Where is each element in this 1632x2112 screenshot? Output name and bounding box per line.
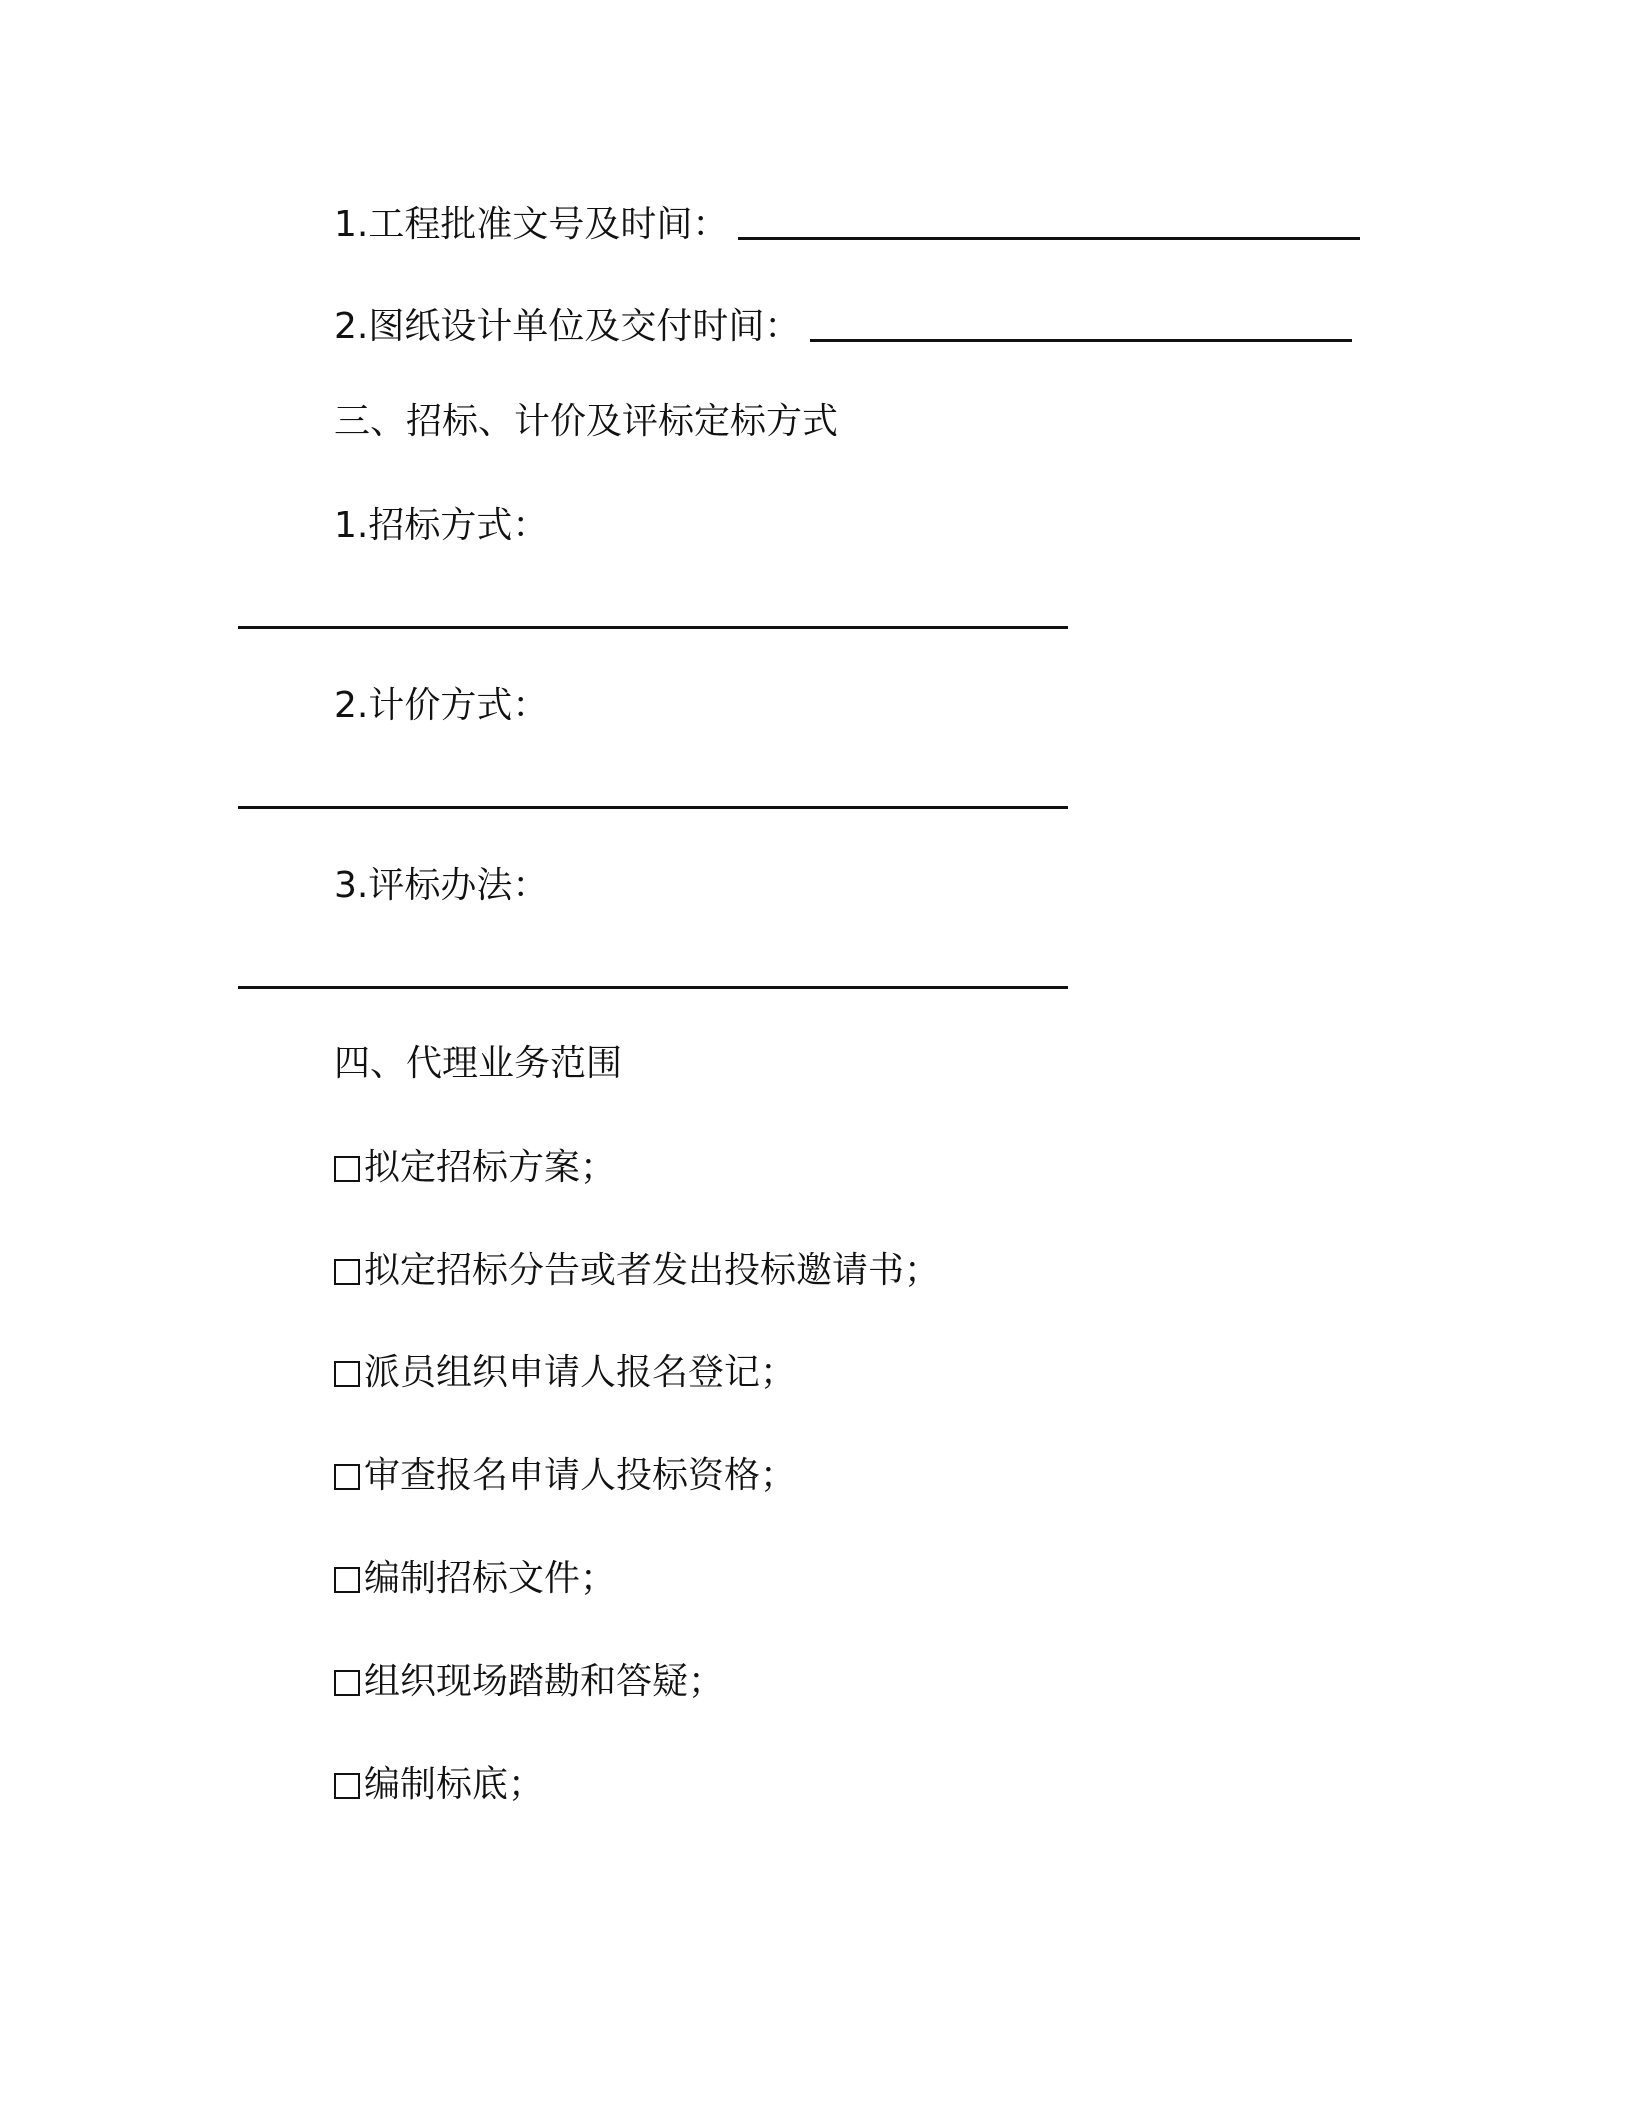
evaluation-method-blank[interactable] <box>238 986 1068 989</box>
checklist-item <box>334 1349 796 1397</box>
checkbox[interactable] <box>334 1567 360 1593</box>
evaluation-method-label: 3.评标办法： <box>334 865 549 906</box>
checklist-item <box>334 1555 616 1603</box>
pricing-method-label: 2.计价方式： <box>334 685 549 726</box>
pricing-method-blank[interactable] <box>238 806 1068 809</box>
checkbox[interactable] <box>334 1464 360 1490</box>
checkbox[interactable] <box>334 1670 360 1696</box>
checklist-item <box>334 1658 724 1706</box>
checklist-item <box>334 1452 796 1500</box>
approval-number-label: 1.工程批准文号及时间： <box>334 204 729 245</box>
checkbox[interactable] <box>334 1361 360 1387</box>
bidding-method-blank[interactable] <box>238 626 1068 629</box>
section-3-heading: 三、招标、计价及评标定标方式 <box>334 401 839 442</box>
checklist-item <box>334 1247 940 1295</box>
checkbox[interactable] <box>334 1156 360 1182</box>
checkbox[interactable] <box>334 1773 360 1799</box>
checkbox[interactable] <box>334 1259 360 1285</box>
approval-number-blank[interactable] <box>738 237 1360 240</box>
checklist-item-label: 组织现场踏勘和答疑； <box>364 1661 725 1702</box>
checklist-item <box>334 1144 616 1192</box>
checklist-item-label: 拟定招标方案； <box>364 1147 617 1188</box>
checklist-item-label: 审查报名申请人投标资格； <box>364 1455 797 1496</box>
checklist-item-label: 编制标底； <box>364 1764 545 1805</box>
checklist-item-label: 编制招标文件； <box>364 1558 617 1599</box>
drawing-design-label: 2.图纸设计单位及交付时间： <box>334 306 801 347</box>
drawing-design-blank[interactable] <box>810 339 1352 342</box>
bidding-method-label: 1.招标方式： <box>334 505 549 546</box>
checklist-item-label: 派员组织申请人报名登记； <box>364 1352 797 1393</box>
checklist-item-label: 拟定招标分告或者发出投标邀请书； <box>364 1250 941 1291</box>
section-4-heading: 四、代理业务范围 <box>334 1043 623 1084</box>
checklist-item <box>334 1761 544 1809</box>
